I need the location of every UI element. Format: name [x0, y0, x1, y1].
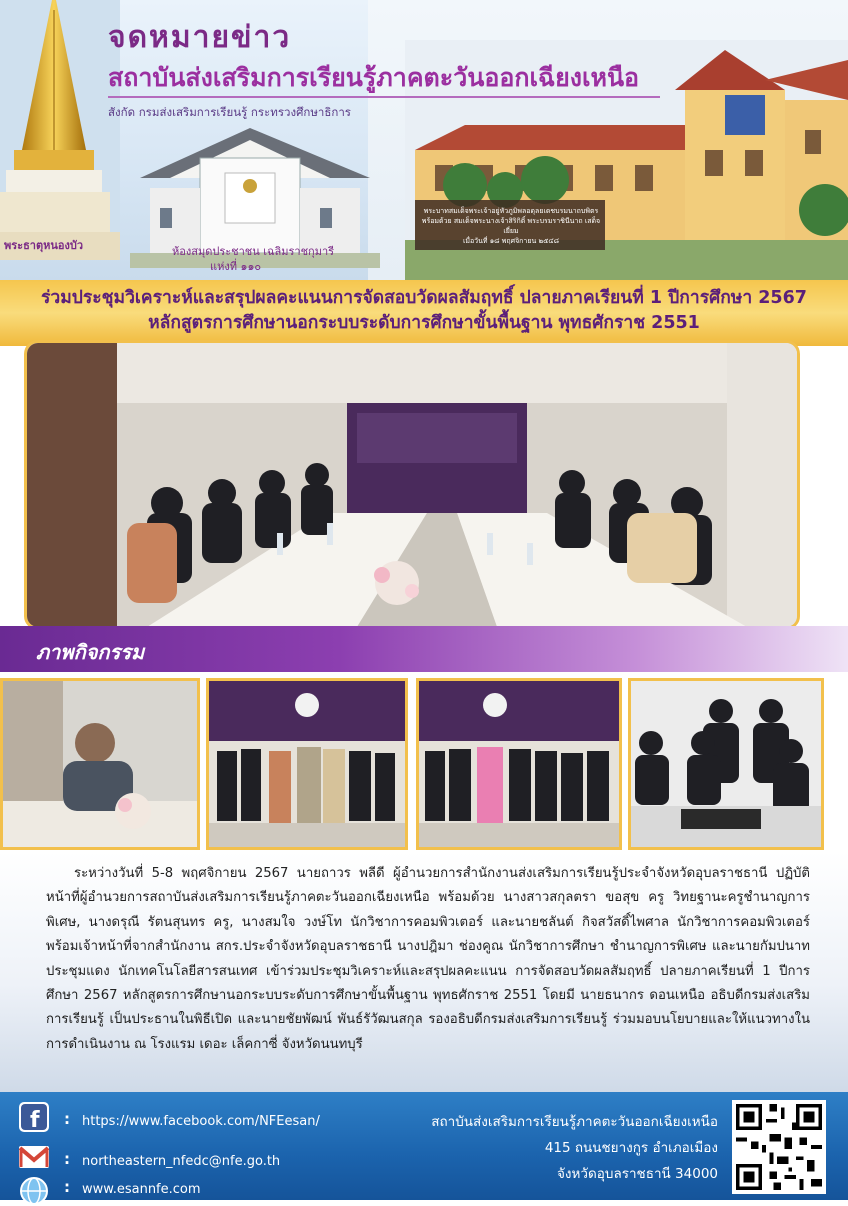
plaque-line: เมื่อวันที่ ๑๘ พฤศจิกายน ๒๕๔๘: [462, 237, 560, 245]
library-caption-line2: แห่งที่ ๑๑๐: [210, 260, 262, 273]
office-name: สถาบันส่งเสริมการเรียนรู้ภาคตะวันออกเฉียงเหนือ: [108, 63, 640, 92]
facebook-colon: :: [64, 1110, 70, 1128]
address-line3: จังหวัดอุบลราชธานี 34000: [557, 1166, 718, 1182]
affiliation-text: สังกัด กรมส่งเสริมการเรียนรู้ กระทรวงศึกษาธิการ: [108, 105, 351, 119]
facebook-link[interactable]: https://www.facebook.com/NFEesan/: [82, 1114, 320, 1129]
website-colon: :: [64, 1178, 70, 1196]
newsletter-title: จดหมายข่าว: [108, 20, 292, 55]
news-body: ระหว่างวันที่ 5-8 พฤศจิกายน 2567 นายถาวร พลีดี ผู้อำนวยการสำนักงานส่งเสริมการเรียนรู้ประจำจังหวัดอุบลราชธานี ปฏิบัติหน้าที่ผู้อำนวยการสถาบันส่งเสริมการเรียนรู้ภาคตะวันออกเฉียงเหนือ พร้อมด้วย นางสาวสกุลตรา ขอสุข ครู วิทยฐานะครูชำนาญการพิเศษ, นางดรุณี รัตนสุนทร ครู, นางสมใจ วงษ์โท นักวิชาการคอมพิวเตอร์ และนายชลันต์ กิจสวัสดิ์ไพศาล นักวิชาการคอมพิวเตอร์ พร้อมเจ้าหน้าที่จากสำนักงาน สกร.ประจำจังหวัดอุบลราชธานี นางปฎิมา ช่องคูณ นักวิชาการศึกษา ชำนาญการพิเศษ และนายกัมปนาท ประชุมแดง นักเทคโนโลยีสารสนเทศ เข้าร่วมประชุมวิเคราะห์และสรุปผลคะแนน การจัดสอบวัดผลสัมฤทธิ์ ปลายภาคเรียนที่ 1 ปีการศึกษา 2567 หลักสูตรการศึกษานอกระบบระดับการศึกษาขั้นพื้นฐาน พุทธศักราช 2551 โดยมี นายธนากร ดอนเหนือ อธิบดีกรมส่งเสริมการเรียนรู้ เป็นประธานในพิธีเปิด และนายชัยพัฒน์ พันธ์รัวัฒนสกุล รองอธิบดีกรมส่งเสริมการเรียนรู้ ร่วมมอบนโยบายและให้แนวทางในการดำเนินงาน ณ โรงแรม เดอะ เล็คกาซี่ จังหวัดนนทบุรี: [46, 866, 810, 1052]
main-photo: [24, 340, 800, 630]
facebook-icon: [18, 1102, 50, 1132]
qr-code[interactable]: [732, 1100, 826, 1194]
email-link[interactable]: northeastern_nfedc@nfe.go.th: [82, 1154, 281, 1169]
gmail-icon: [18, 1142, 50, 1172]
commemorative-plaque: [418, 206, 604, 246]
email-colon: :: [64, 1150, 70, 1168]
globe-icon: [18, 1176, 50, 1206]
title-divider: [108, 96, 660, 98]
headline-line1: ร่วมประชุมวิเคราะห์และสรุปผลคะแนนการจัดสอบวัดผลสัมฤทธิ์ ปลายภาคเรียนที่ 1 ปีการศึกษา 2567: [41, 288, 807, 308]
plaque-line: พระบาทสมเด็จพระเจ้าอยู่หัวภูมิพลอดุลยเดชบรมนาถบพิตร: [423, 207, 599, 215]
pagoda-caption: พระธาตุหนองบัว: [4, 239, 84, 252]
plaque-line: พร้อมด้วย สมเด็จพระนางเจ้าสิริกิติ์ พระบรมราชินีนาถ เสด็จเยี่ยม: [421, 217, 601, 235]
headline: [0, 286, 848, 336]
meeting-room-photo: [27, 343, 797, 627]
address-line2: 415 ถนนชยางกูร อำเภอเมือง: [544, 1140, 718, 1156]
activity-photo-group1: [206, 678, 408, 850]
website-link[interactable]: www.esannfe.com: [82, 1182, 201, 1197]
activity-photo-group2: [416, 678, 622, 850]
activities-heading: ภาพกิจกรรม: [36, 640, 145, 664]
header-banner: [0, 0, 848, 280]
svg-text:f: f: [30, 1108, 40, 1132]
activity-photo-speaker: [0, 678, 200, 850]
library-caption-line1: ห้องสมุดประชาชน เฉลิมราชกุมารี: [172, 245, 335, 258]
headline-line2: หลักสูตรการศึกษานอกระบบระดับการศึกษาขั้นพื้นฐาน พุทธศักราช 2551: [148, 313, 700, 333]
address-line1: สถาบันส่งเสริมการเรียนรู้ภาคตะวันออกเฉียงเหนือ: [431, 1114, 718, 1130]
pagoda-illustration: [0, 0, 120, 260]
activity-photo-team: [628, 678, 824, 850]
